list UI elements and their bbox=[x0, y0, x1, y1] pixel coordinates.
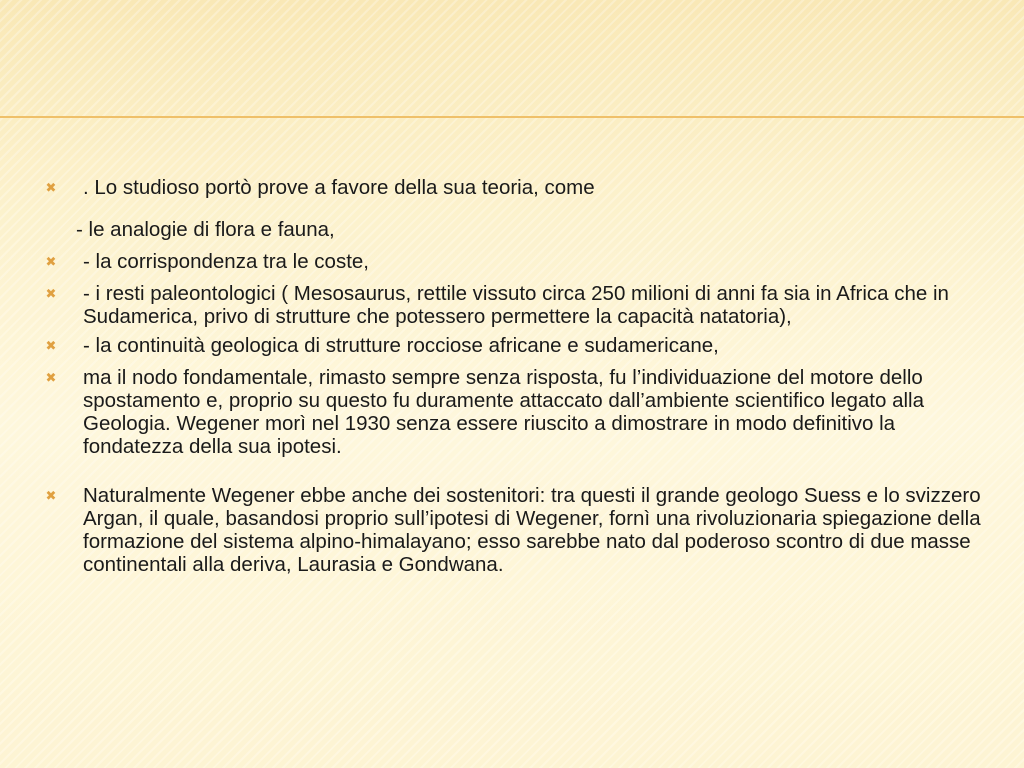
list-item-text: - le analogie di flora e fauna, bbox=[76, 218, 335, 241]
list-item-text: - la corrispondenza tra le coste, bbox=[83, 250, 369, 273]
list-item bbox=[40, 250, 1000, 273]
list-item bbox=[40, 218, 1000, 241]
x-mark-bullet-icon: ✖ bbox=[45, 180, 57, 195]
list-item-text: - i resti paleontologici ( Mesosaurus, rettile vissuto circa 250 milioni di anni fa sia in Africa che in Sudamerica, privo di strutture che potessero permettere la capacità natatoria), bbox=[83, 282, 949, 328]
x-mark-bullet-icon: ✖ bbox=[45, 338, 57, 353]
list-item-text: . Lo studioso portò prove a favore della sua teoria, come bbox=[83, 176, 595, 199]
slide-body bbox=[40, 176, 1000, 576]
list-item-text: - la continuità geologica di strutture rocciose africane e sudamericane, bbox=[83, 334, 719, 357]
header-divider-line bbox=[0, 116, 1024, 118]
list-item bbox=[40, 282, 1000, 328]
list-item-text: ma il nodo fondamentale, rimasto sempre senza risposta, fu l’individuazione del motore dello spostamento e, proprio su questo fu duramente attaccato dall’ambiente scientifico legato alla Geologia. Wegener morì nel 1930 senza essere riuscito a dimostrare in modo definitivo la fondatezza della sua ipotesi. bbox=[83, 366, 925, 458]
list-item-text: Naturalmente Wegener ebbe anche dei sostenitori: tra questi il grande geologo Suess e lo svizzero Argan, il quale, basandosi proprio sull’ipotesi di Wegener, fornì una rivoluzionaria spiegazione della formazione del sistema alpino-himalayano; esso sarebbe nato dal poderoso scontro di due masse continentali alla deriva, Laurasia e Gondwana. bbox=[83, 484, 981, 576]
x-mark-bullet-icon: ✖ bbox=[45, 286, 57, 301]
x-mark-bullet-icon: ✖ bbox=[45, 254, 57, 269]
list-item bbox=[40, 176, 1000, 199]
list-item bbox=[40, 334, 1000, 357]
list-item bbox=[40, 366, 1000, 458]
x-mark-bullet-icon: ✖ bbox=[45, 370, 57, 385]
list-item bbox=[40, 484, 1000, 576]
x-mark-bullet-icon: ✖ bbox=[45, 488, 57, 503]
